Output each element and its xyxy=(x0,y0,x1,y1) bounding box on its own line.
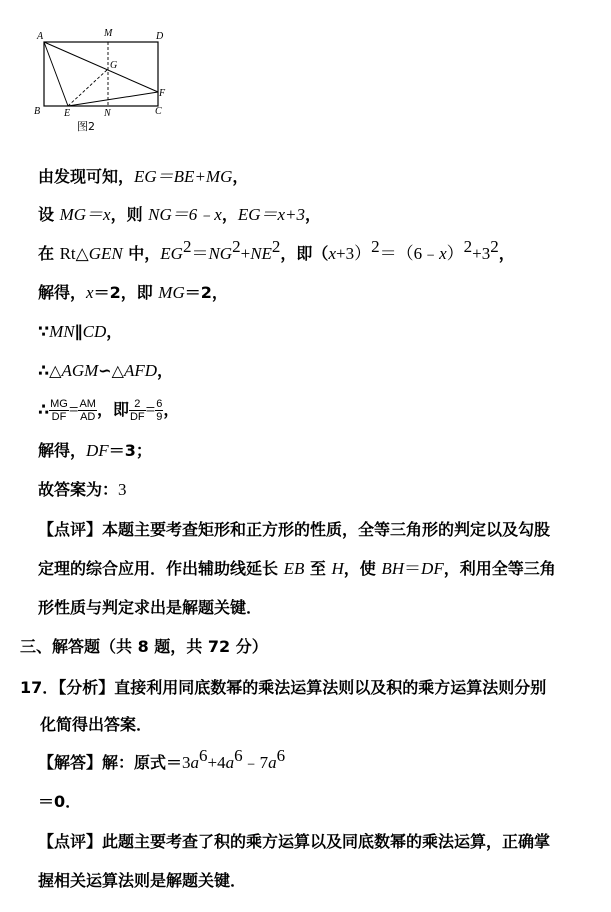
geometry-figure xyxy=(30,22,170,144)
text-line-7: ∴ $\frac{MG}{DF}$ = $\frac{AM}{AD}$ ，即 $\frac{2}{DF}$ = $\frac{6}{9}$ ， xyxy=(38,398,180,423)
answer-line: 故答案为：3 xyxy=(38,480,127,499)
fraction-am-ad: $\frac{AM}{AD}$ xyxy=(79,398,96,423)
text-line-8: 解得，DF＝3； xyxy=(38,441,152,460)
comment-line-2: 定理的综合应用．作出辅助线延长 EB 至 H，使 BH＝DF，利用全等三角 xyxy=(38,559,556,578)
text-line-4: 解得，x＝2，即 MG＝2， xyxy=(38,283,228,302)
comment-line-3: 形性质与判定求出是解题关键． xyxy=(38,598,263,617)
label-e: E xyxy=(64,108,71,119)
rectangle-abcd xyxy=(44,42,158,106)
q17-comment-line-2: 握相关运算法则是解题关键． xyxy=(38,871,247,890)
text-line-2: 设 MG＝x，则 NG＝6﹣x，EG＝x+3， xyxy=(38,205,322,224)
label-m: M xyxy=(104,28,113,39)
text-line-1: 由发现可知，EG＝BE+MG， xyxy=(38,167,249,186)
label-n: N xyxy=(104,108,111,119)
fraction-6-9: $\frac{6}{9}$ xyxy=(156,398,163,423)
text-line-5: ∵MN∥CD， xyxy=(38,322,123,341)
q17-result-line: ＝0． xyxy=(38,792,82,811)
q17-comment-line-1: 【点评】此题主要考查了积的乘方运算以及同底数幂的乘法运算，正确掌 xyxy=(38,832,551,851)
section-3-header: 三、解答题（共 8 题，共 72 分） xyxy=(20,637,268,656)
label-f: F xyxy=(159,88,166,99)
q17-solution-line: 【解答】解：原式$=3a^6+4a^6﹣7a^6$ xyxy=(38,746,286,772)
figure-caption: 图2 xyxy=(77,120,95,133)
label-g: G xyxy=(110,60,118,71)
comment-line-1: 【点评】本题主要考查矩形和正方形的性质，全等三角形的判定以及勾股 xyxy=(38,520,551,539)
segment-af xyxy=(44,42,158,92)
text-line-3: 在 Rt△GEN 中，$EG^2=NG^2+NE^2$，即$(x+3)^2=(6﹣x)^2+3^2$， xyxy=(38,237,515,263)
q17-analysis-line-2: 化简得出答案． xyxy=(40,715,153,734)
label-a: A xyxy=(37,31,44,42)
segment-ae xyxy=(44,42,68,106)
q17-analysis-line-1: 17．【分析】直接利用同底数幂的乘法运算法则以及积的乘方运算法则分别 xyxy=(20,678,547,697)
label-b: B xyxy=(34,106,41,117)
text-line-6: ∴△AGM∽△AFD， xyxy=(38,361,174,380)
label-d: D xyxy=(156,31,164,42)
label-c: C xyxy=(155,106,162,117)
fraction-mg-df: $\frac{MG}{DF}$ xyxy=(50,398,68,423)
fraction-2-df: $\frac{2}{DF}$ xyxy=(129,398,145,423)
